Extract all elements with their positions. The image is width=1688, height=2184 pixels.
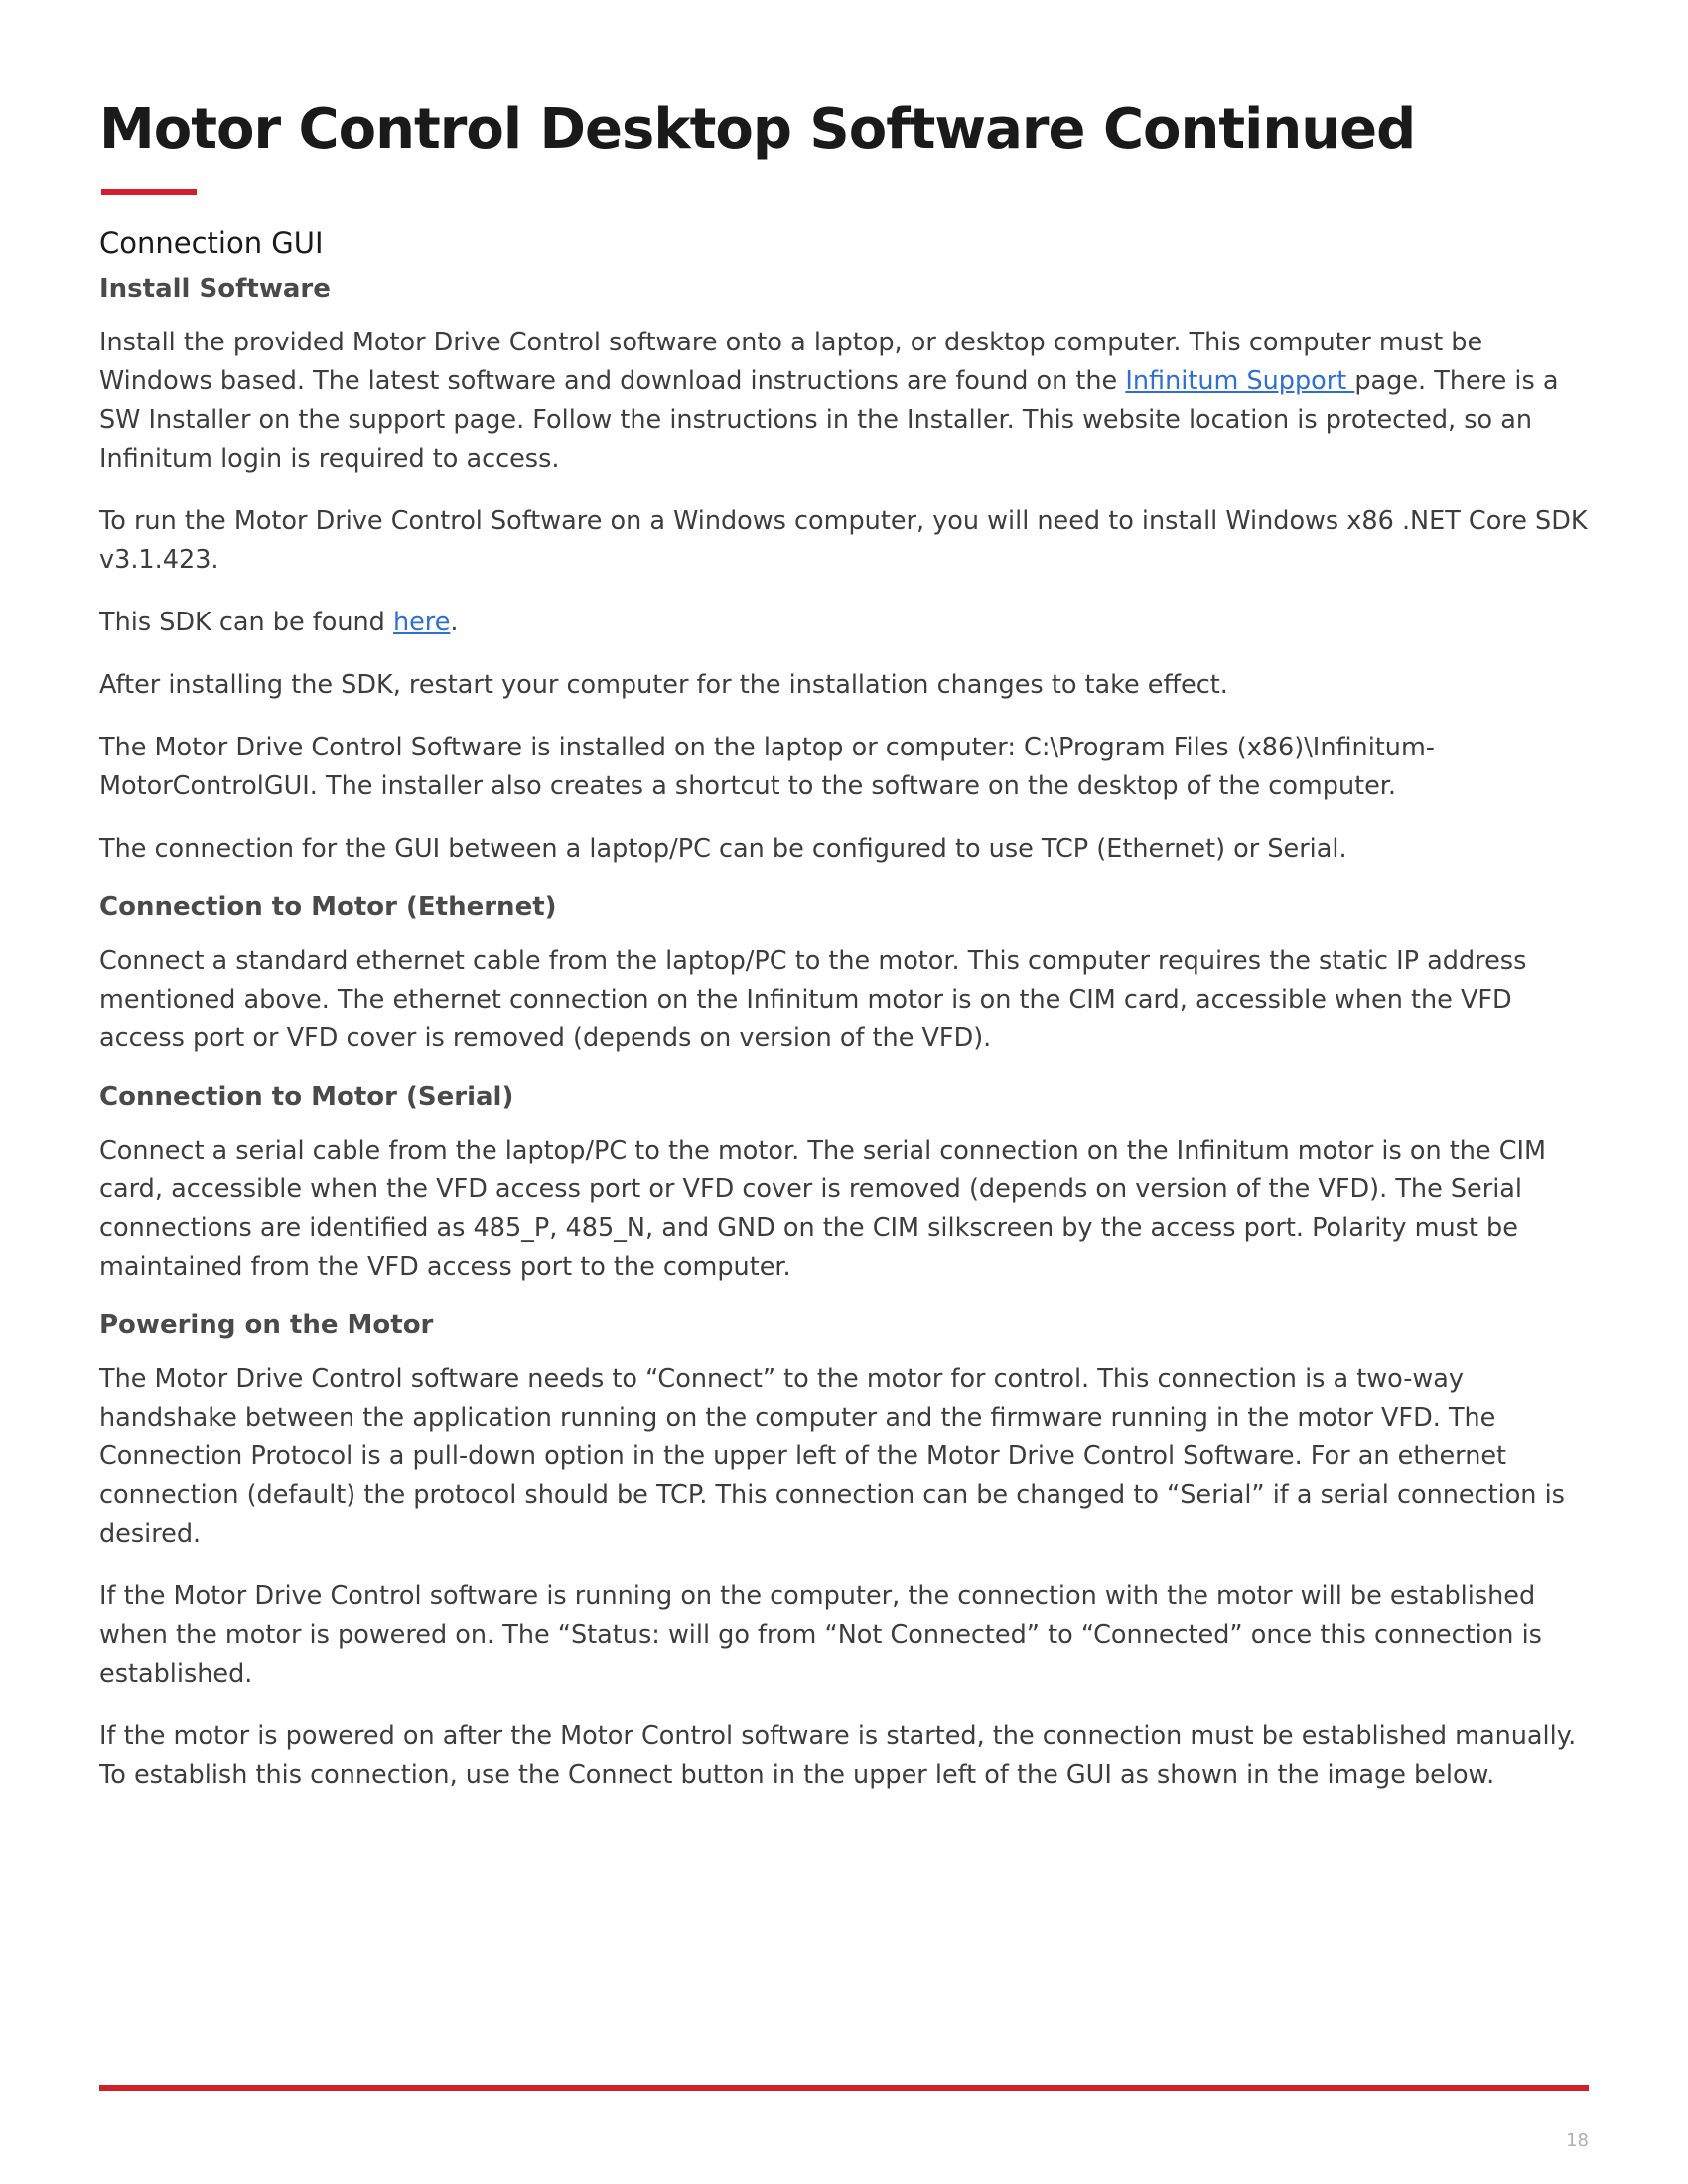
install-paragraph-5: The Motor Drive Control Software is installed on the laptop or computer: C:\Program Files (x86)\Infinitum-MotorControlGUI. The installer also creates a shortcut to the software on the desktop of the computer.	[99, 733, 1435, 801]
ethernet-connection-heading: Connection to Motor (Ethernet)	[99, 892, 557, 922]
infinitum-support-link[interactable]: Infinitum Support	[1125, 366, 1355, 396]
page-number: 18	[1566, 2130, 1589, 2151]
serial-paragraph-1: Connect a serial cable from the laptop/PC to the motor. The serial connection on the Infinitum motor is on the CIM card, accessible when the VFD access port or VFD cover is removed (depends on version of the VFD). The Serial connections are identified as 485_P, 485_N, and GND on the CIM silkscreen by the access port. Polarity must be maintained from the VFD access port to the computer.	[99, 1136, 1547, 1282]
title-accent-bar	[101, 189, 197, 195]
install-paragraph-3	[99, 604, 1589, 642]
document-page	[99, 0, 1589, 2184]
powering-paragraph-3: If the motor is powered on after the Motor Control software is started, the connection must be established manually. To establish this connection, use the Connect button in the upper left of the GUI as shown in the image below.	[99, 1721, 1577, 1790]
install-paragraph-1	[99, 324, 1589, 478]
powering-paragraph-1: The Motor Drive Control software needs to “Connect” to the motor for control. This connection is a two-way handshake between the application running on the computer and the firmware running in the motor VFD. The Connection Protocol is a pull-down option in the upper left of the Motor Drive Control Software. For an ethernet connection (default) the protocol should be TCP. This connection can be changed to “Serial” if a serial connection is desired.	[99, 1364, 1565, 1549]
footer-rule	[99, 2085, 1589, 2091]
install-p1-text-after: page. There is a SW Installer on the support page. Follow the instructions in the Installer. This website location is protected, so an Infinitum login is required to access.	[99, 366, 1559, 474]
powering-paragraph-2: If the Motor Drive Control software is running on the computer, the connection with the motor will be established when the motor is powered on. The “Status: will go from “Not Connected” to “Connected” once this connection is established.	[99, 1581, 1542, 1689]
section-heading: Connection GUI	[99, 226, 324, 260]
install-p3-text-after: .	[450, 608, 459, 637]
install-paragraph-2: To run the Motor Drive Control Software on a Windows computer, you will need to install Windows x86 .NET Core SDK v3.1.423.	[99, 506, 1588, 575]
install-p3-text-before: This SDK can be found	[99, 608, 393, 637]
ethernet-paragraph-1: Connect a standard ethernet cable from the laptop/PC to the motor. This computer requires the static IP address mentioned above. The ethernet connection on the Infinitum motor is on the CIM card, accessible when the VFD access port or VFD cover is removed (depends on version of the VFD).	[99, 946, 1527, 1053]
install-paragraph-4: After installing the SDK, restart your computer for the installation changes to take effect.	[99, 670, 1228, 700]
sdk-here-link[interactable]: here	[392, 608, 451, 637]
serial-connection-heading: Connection to Motor (Serial)	[99, 1082, 514, 1112]
page-content	[99, 218, 1589, 1819]
install-software-heading: Install Software	[99, 274, 331, 304]
powering-motor-heading: Powering on the Motor	[99, 1310, 434, 1340]
install-p1-text-before: Install the provided Motor Drive Control software onto a laptop, or desktop computer. This computer must be Windows based. The latest software and download instructions are found on the	[99, 328, 1483, 396]
page-title: Motor Control Desktop Software Continued	[99, 97, 1416, 162]
install-paragraph-6: The connection for the GUI between a laptop/PC can be configured to use TCP (Ethernet) or Serial.	[99, 834, 1347, 864]
